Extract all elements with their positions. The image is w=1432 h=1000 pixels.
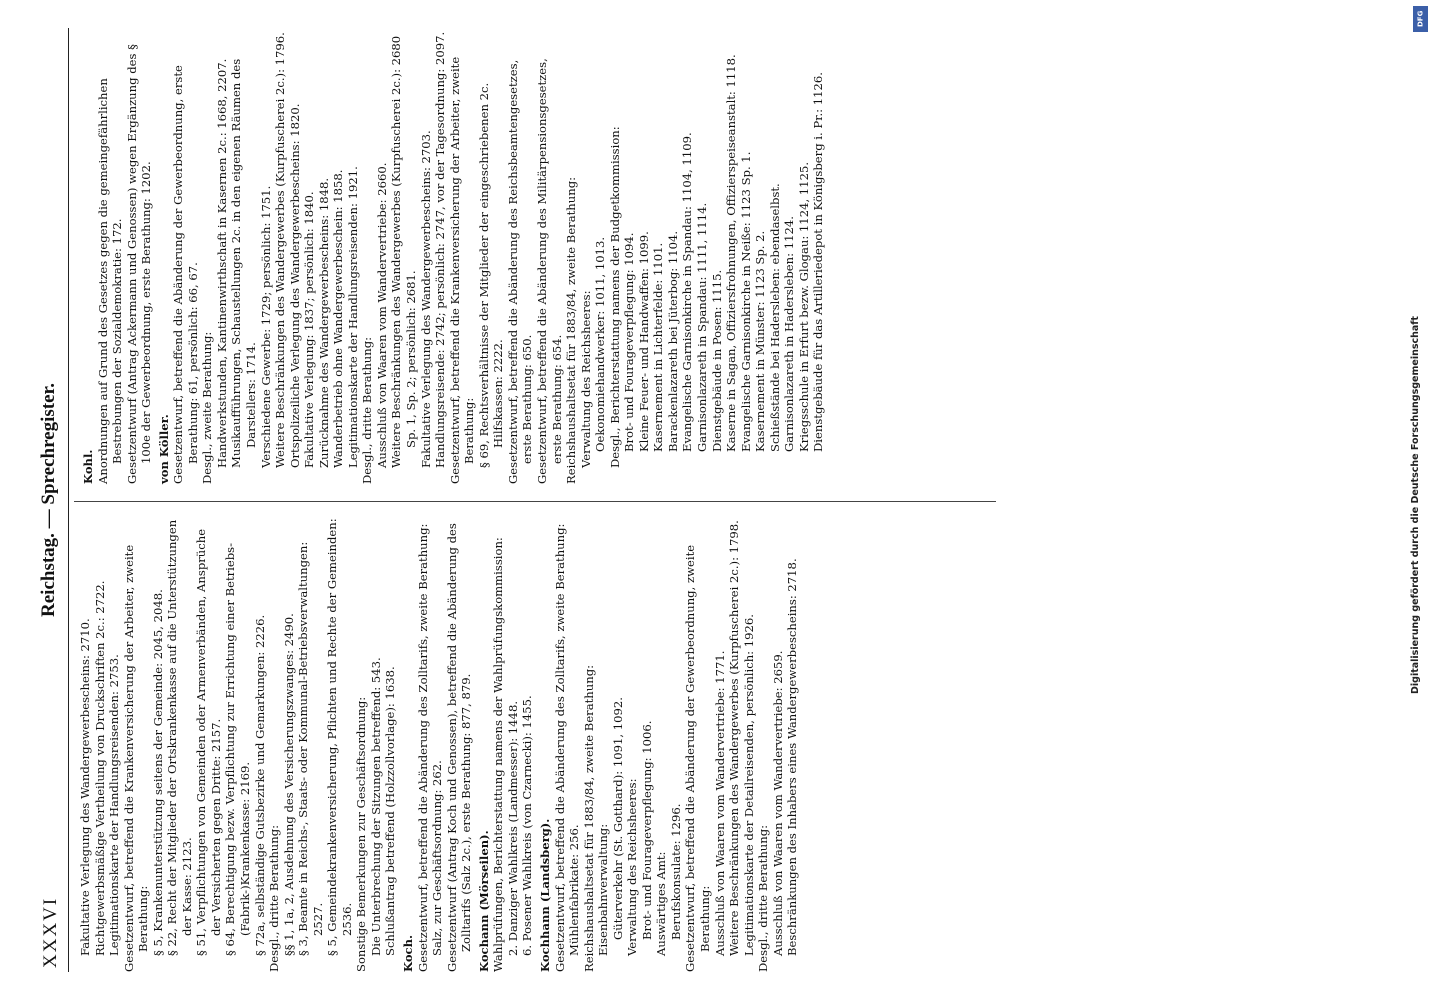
index-subsubentry: Kasernement in Münster: 1123 Sp. 2. <box>753 230 768 452</box>
digitization-note: Digitalisierung gefördert durch die Deutsche Forschungsgemeinschaft <box>1410 316 1421 694</box>
index-entry: Gesetzentwurf, betreffend die Abänderung des Zolltarifs, zweite Berathung: <box>415 523 430 972</box>
index-entry: Reichshaushaltsetat für 1883/84, zweite Berathung: <box>564 176 579 484</box>
index-subentry: Weitere Beschränkungen des Wandergewerbes (Kurpfuscherei 2c.): 1798. <box>727 520 742 956</box>
index-subsubentry: Berufskonsulate: 1296. <box>668 803 683 940</box>
index-subentry: Fakultative Verlegung des Wandergewerbescheins: 2703. <box>418 130 433 468</box>
index-subentry: Legitimationskarte der Detailreisenden, persönlich: 1926. <box>741 614 756 956</box>
index-subentry: Weitere Beschränkungen des Wandergewerbes (Kurpfuscherei 2c.): 2680 Sp. 1, Sp. 2; persönlich: 2681. <box>389 35 419 468</box>
index-subentry: Desgl., Berichterstattung namens der Budgetkommission: <box>607 126 622 468</box>
index-subentry: Salz, zur Geschäftsordnung: 262. <box>430 760 445 956</box>
index-subsubentry: Brot- und Fourageverpflegung: 1094. <box>622 232 637 452</box>
index-entry: Gesetzentwurf (Antrag Koch und Genossen), betreffend die Abänderung des Zolltarifs (Salz 2c.), erste Berathung: 877, 879. <box>444 523 474 972</box>
dfg-logo: DFG <box>1413 6 1428 32</box>
index-subentry: Auswärtiges Amt: <box>654 851 669 956</box>
index-subentry: § 72a, selbständige Gutsbezirke und Gemarkungen: 2226. <box>252 614 267 956</box>
index-entry: Gesetzentwurf, betreffend die Abänderung des Militärpensionsgesetzes, erste Berathung: 654. <box>534 58 564 484</box>
index-subsubentry: Kaserne in Sagan, Offiziersfrohnungen, Offizierspeiseanstalt: 1118. <box>724 54 739 452</box>
index-subsubentry: Brot- und Fourageverpflegung: 1006. <box>639 720 654 940</box>
index-subentry: Weitere Beschränkungen des Wandergewerbes (Kurpfuscherei 2c.): 1796. <box>273 32 288 468</box>
index-subentry: § 3, Beamte in Reichs-, Staats- oder Kommunal-Betriebsverwaltungen: 2527. <box>296 541 325 956</box>
index-subsubentry: Garnisonlazareth in Hadersleben: 1124. <box>782 216 797 452</box>
scanned-page <box>26 10 1406 990</box>
index-subsubentry: Evangelische Garnisonkirche in Neiße: 1123 Sp. 1. <box>738 151 753 452</box>
index-name-heading: von Köller. <box>156 414 171 484</box>
column-divider <box>74 501 996 502</box>
index-entry: Sonstige Bemerkungen zur Geschäftsordnung: <box>354 696 369 972</box>
index-subentry: Verschiedene Gewerbe: 1729; persönlich: 1751. <box>258 185 273 468</box>
index-subsubentry: Barackenlazareth bei Jüterbog: 1104. <box>665 230 680 452</box>
index-subsubentry: Kasernement in Lichterfelde: 1101. <box>651 242 666 452</box>
index-subentry: Verwaltung des Reichsheeres: <box>625 778 640 956</box>
index-subentry: Musikaufführungen, Schaustellungen 2c. in den eigenen Räumen des Darstellers: 1714. <box>229 58 259 468</box>
index-entry: Gesetzentwurf, betreffend die Abänderung der Gewerbeordnung, erste Berathung: 61, persönlich: 66, 67. <box>171 65 200 484</box>
index-subsubentry: Güterverkehr (St. Gotthard): 1091, 1092. <box>610 697 625 940</box>
index-subentry: Fakultative Verlegung des Wandergewerbescheins: 2710. <box>78 618 92 956</box>
left-column <box>78 516 800 972</box>
running-head: Reichstag. — Sprechregister. <box>38 383 59 617</box>
index-entry: Gesetzentwurf, betreffend die Krankenversicherung der Arbeiter, zweite Berathung: <box>447 56 477 484</box>
index-subentry: §§ 1, 1a, 2, Ausdehnung des Versicherungszwanges: 2490. <box>281 613 296 956</box>
index-entry: Gesetzentwurf, betreffend die Abänderung des Reichsbeamtengesetzes, erste Berathung: 650. <box>505 59 535 484</box>
index-entry: Desgl., zweite Berathung: <box>200 331 215 484</box>
index-entry: Wahlprüfungen, Berichterstattung namens der Wahlprüfungskommission: <box>491 537 506 972</box>
index-subentry: Wanderbetrieb ohne Wandergewerbeschein: 1858. <box>331 169 346 468</box>
index-subentry: Legitimationskarte der Handlungsreisenden: 2753. <box>107 654 122 956</box>
index-subentry: Zurücknahme des Wandergewerbescheins: 1848. <box>316 177 331 468</box>
index-name-heading: Kohl. <box>81 449 95 484</box>
index-subentry: Ausschluß von Waaren vom Wandervertriebe: 2660. <box>374 162 389 468</box>
index-subsubentry: Kriegsschule in Erfurt bezw. Glogau: 1124, 1125. <box>796 161 811 452</box>
index-entry: Gesetzentwurf, betreffend die Krankenversicherung der Arbeiter, zweite Berathung: <box>121 544 151 972</box>
index-subentry: § 5, Gemeindekrankenversicherung, Pflichten und Rechte der Gemeinden: 2536. <box>325 518 354 956</box>
index-name-heading: Kochhann (Landsberg). <box>537 818 552 972</box>
index-subsubentry: Schießstände bei Hadersleben: ebendaselbst. <box>767 183 782 452</box>
index-subentry: Handlungsreisende: 2742; persönlich: 2747, vor der Tagesordnung: 2097. <box>433 31 448 468</box>
index-subentry: § 69, Rechtsverhältnisse der Mitglieder der eingeschriebenen 2c. Hilfskassen: 2222. <box>476 82 506 468</box>
index-entry: Anordnungen auf Grund des Gesetzes gegen die gemeingefährlichen Bestrebungen der Sozialdemokratie: 172. <box>95 78 125 484</box>
index-subentry: Beschränkungen des Inhabers eines Wandergewerbescheins: 2718. <box>785 558 800 956</box>
page-number: XXXVI <box>40 896 61 968</box>
index-subsubentry: Kleine Feuer- und Handwaffen: 1099. <box>636 231 651 452</box>
index-subsubentry: Garnisonlazareth in Spandau: 1111, 1114. <box>694 202 709 452</box>
index-subsubentry: Oekonomiehandwerker: 1011, 1013. <box>593 236 608 452</box>
index-subentry: § 5, Krankenunterstützung seitens der Gemeinde: 2045, 2048. <box>150 589 165 956</box>
index-subentry: § 51, Verpflichtungen von Gemeinden oder Armenverbänden, Ansprüche der Versicherten gegen Dritte: 2157. <box>194 528 223 956</box>
index-subentry: Ortspolizeiliche Verlegung des Wandergewerbescheins: 1820. <box>287 103 302 468</box>
index-entry: Gesetzentwurf, betreffend die Abänderung des Zolltarifs, zweite Berathung: <box>552 523 567 972</box>
index-subsubentry: Dienstgebäude in Posen: 1115. <box>709 269 724 452</box>
index-entry: Desgl., dritte Berathung: <box>267 824 282 972</box>
index-subsubentry: Dienstgebäude für das Artilleriedepot in Königsberg i. Pr.: 1126. <box>811 72 826 452</box>
index-subentry: Schlußantrag betreffend (Holzzollvorlage): 1638. <box>383 666 398 956</box>
index-subentry: 6. Posener Wahlkreis (von Czarnecki): 1455. <box>520 695 535 956</box>
index-subentry: 2. Danziger Wahlkreis (Landmesser): 1448. <box>505 701 520 956</box>
index-entry: Desgl., dritte Berathung: <box>360 336 375 484</box>
index-subentry: Fakultative Verlegung: 1837; persönlich: 1840. <box>302 191 317 468</box>
index-subentry: § 22, Recht der Mitglieder der Ortskrankenkasse auf die Unterstützungen der Kasse: 2123. <box>165 519 194 956</box>
index-entry: Gesetzentwurf (Antrag Ackermann und Genossen) wegen Ergänzung des § 100e der Gewerbeordnung, erste Berathung: 1202. <box>124 44 154 484</box>
index-entry: Reichshaushaltsetat für 1883/84, zweite Berathung: <box>581 664 596 972</box>
index-subentry: § 64, Berechtigung bezw. Verpflichtung zur Errichtung einer Betriebs-(Fabrik-)Krankenkasse: 2169. <box>223 542 253 956</box>
header-rule <box>68 28 69 972</box>
index-subsubentry: Evangelische Garnisonkirche in Spandau: 1104, 1109. <box>680 132 695 452</box>
index-entry: Desgl., dritte Berathung: <box>756 824 771 972</box>
index-subentry: Legitimationskarte der Handlungsreisenden: 1921. <box>345 166 360 468</box>
index-name-heading: Kochann (Mörseilen). <box>476 830 491 972</box>
index-name-heading: Koch. <box>401 934 416 972</box>
index-subentry: Richtgewerbsmäßige Vertheilung von Druckschriften 2c.: 2722. <box>92 580 107 956</box>
index-subentry: Die Unterbrechung der Sitzungen betreffend: 543. <box>368 657 383 956</box>
index-subentry: Mühlenfabrikate: 256. <box>567 824 582 956</box>
index-subentry: Verwaltung des Reichsheeres: <box>578 290 593 468</box>
index-subentry: Ausschluß von Waaren vom Wandervertriebe: 1771. <box>712 650 727 956</box>
right-column <box>78 28 826 484</box>
index-subentry: Eisenbahnverwaltung: <box>596 823 611 956</box>
index-subentry: Ausschluß von Waaren vom Wandervertriebe: 2659. <box>770 650 785 956</box>
index-subentry: Handwerkstunden, Kantinenwirthschaft in Kasernen 2c.: 1668, 2207. <box>214 58 229 468</box>
index-entry: Gesetzentwurf, betreffend die Abänderung der Gewerbeordnung, zweite Berathung: <box>683 544 712 972</box>
